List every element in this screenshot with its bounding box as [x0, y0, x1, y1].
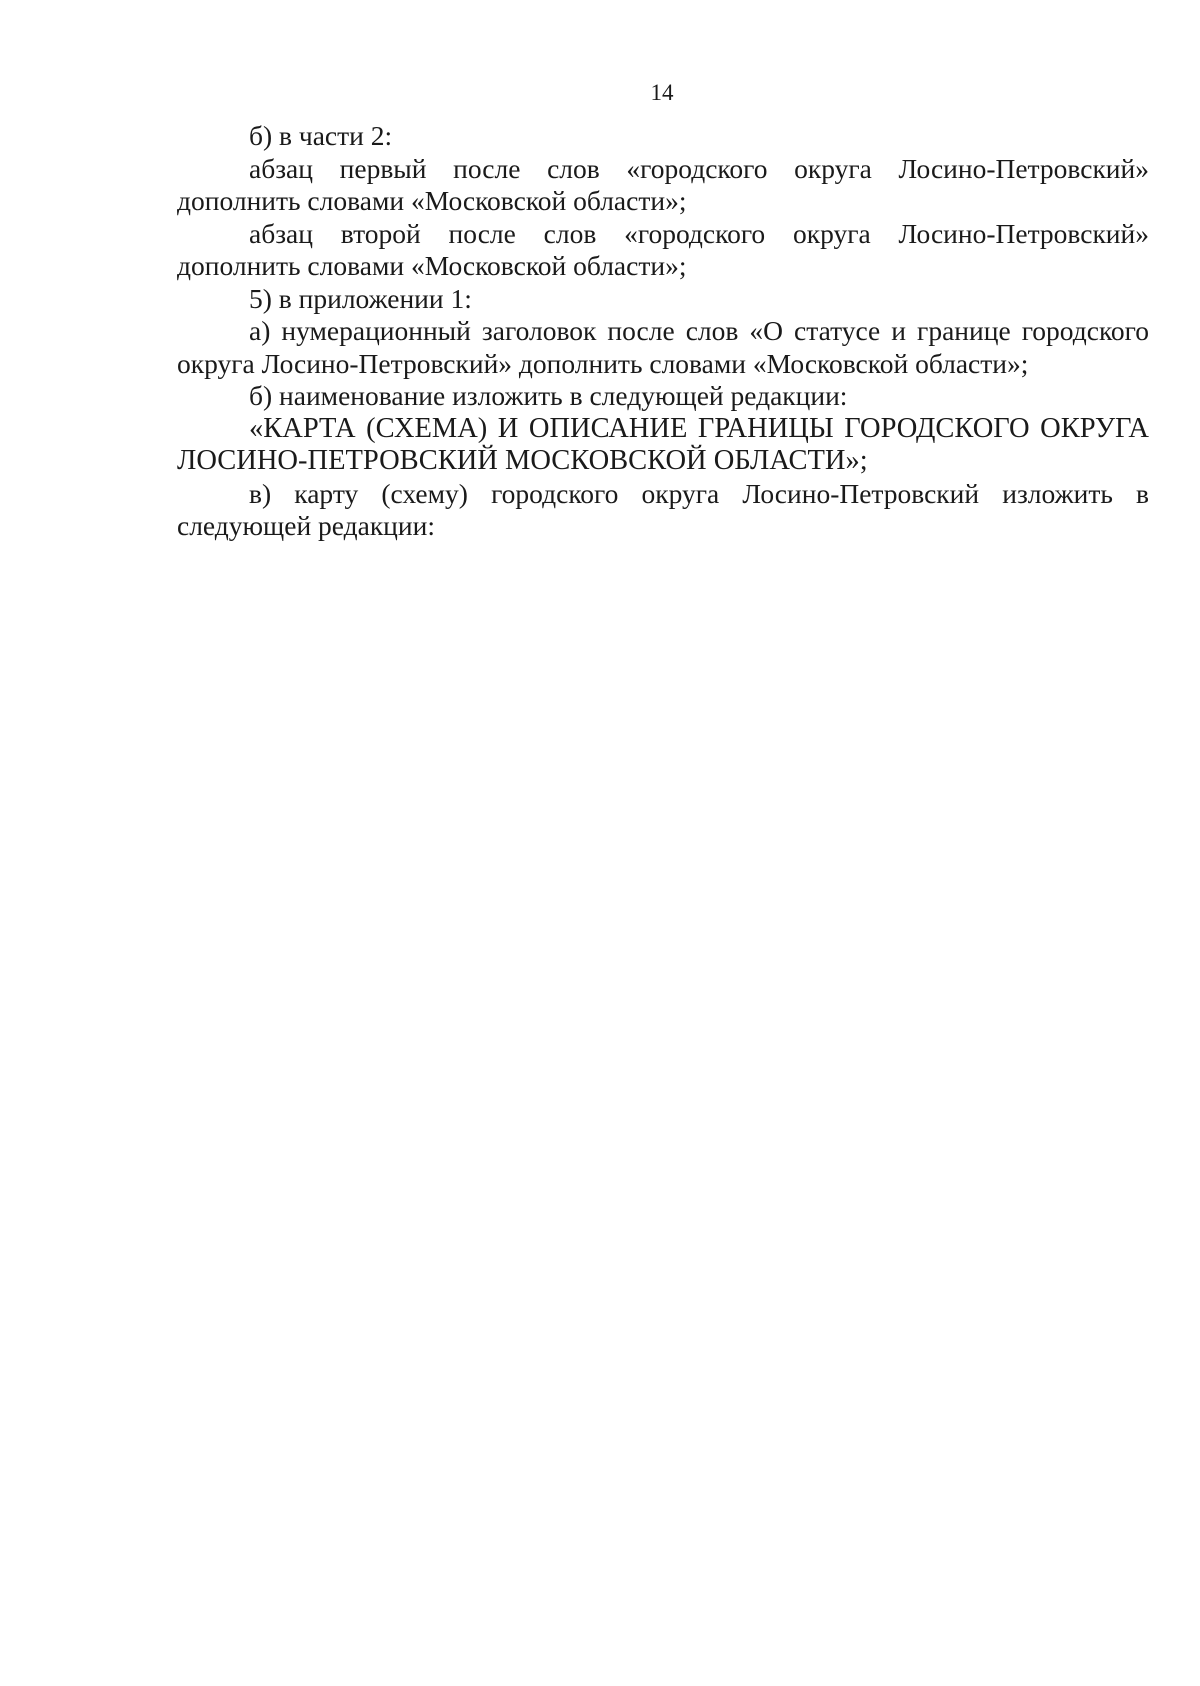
quoted-title: «КАРТА (СХЕМА) И ОПИСАНИЕ ГРАНИЦЫ ГОРОДСКОГО ОКРУГА ЛОСИНО-ПЕТРОВСКИЙ МОСКОВСКОЙ ОБЛАСТИ»; — [177, 412, 1149, 476]
paragraph-name-redaction: б) наименование изложить в следующей редакции: — [249, 380, 848, 411]
paragraph-numbering-heading: а) нумерационный заголовок после слов «О статусе и границе городского округа Лосино-Петровский» дополнить словами «Московской области»; — [177, 315, 1149, 379]
paragraph-first-abzac: абзац первый после слов «городского округа Лосино-Петровский» дополнить словами «Московской области»; — [177, 152, 1149, 216]
page-number: 14 — [650, 80, 674, 105]
paragraph-map-scheme: в) карту (схему) городского округа Лосино-Петровский изложить в следующей редакции: — [177, 477, 1149, 541]
document-body — [177, 120, 1149, 543]
paragraph-part-2: б) в части 2: — [249, 120, 393, 151]
paragraph-second-abzac: абзац второй после слов «городского округа Лосино-Петровский» дополнить словами «Московской области»; — [177, 217, 1149, 281]
paragraph-appendix-1: 5) в приложении 1: — [249, 282, 472, 314]
